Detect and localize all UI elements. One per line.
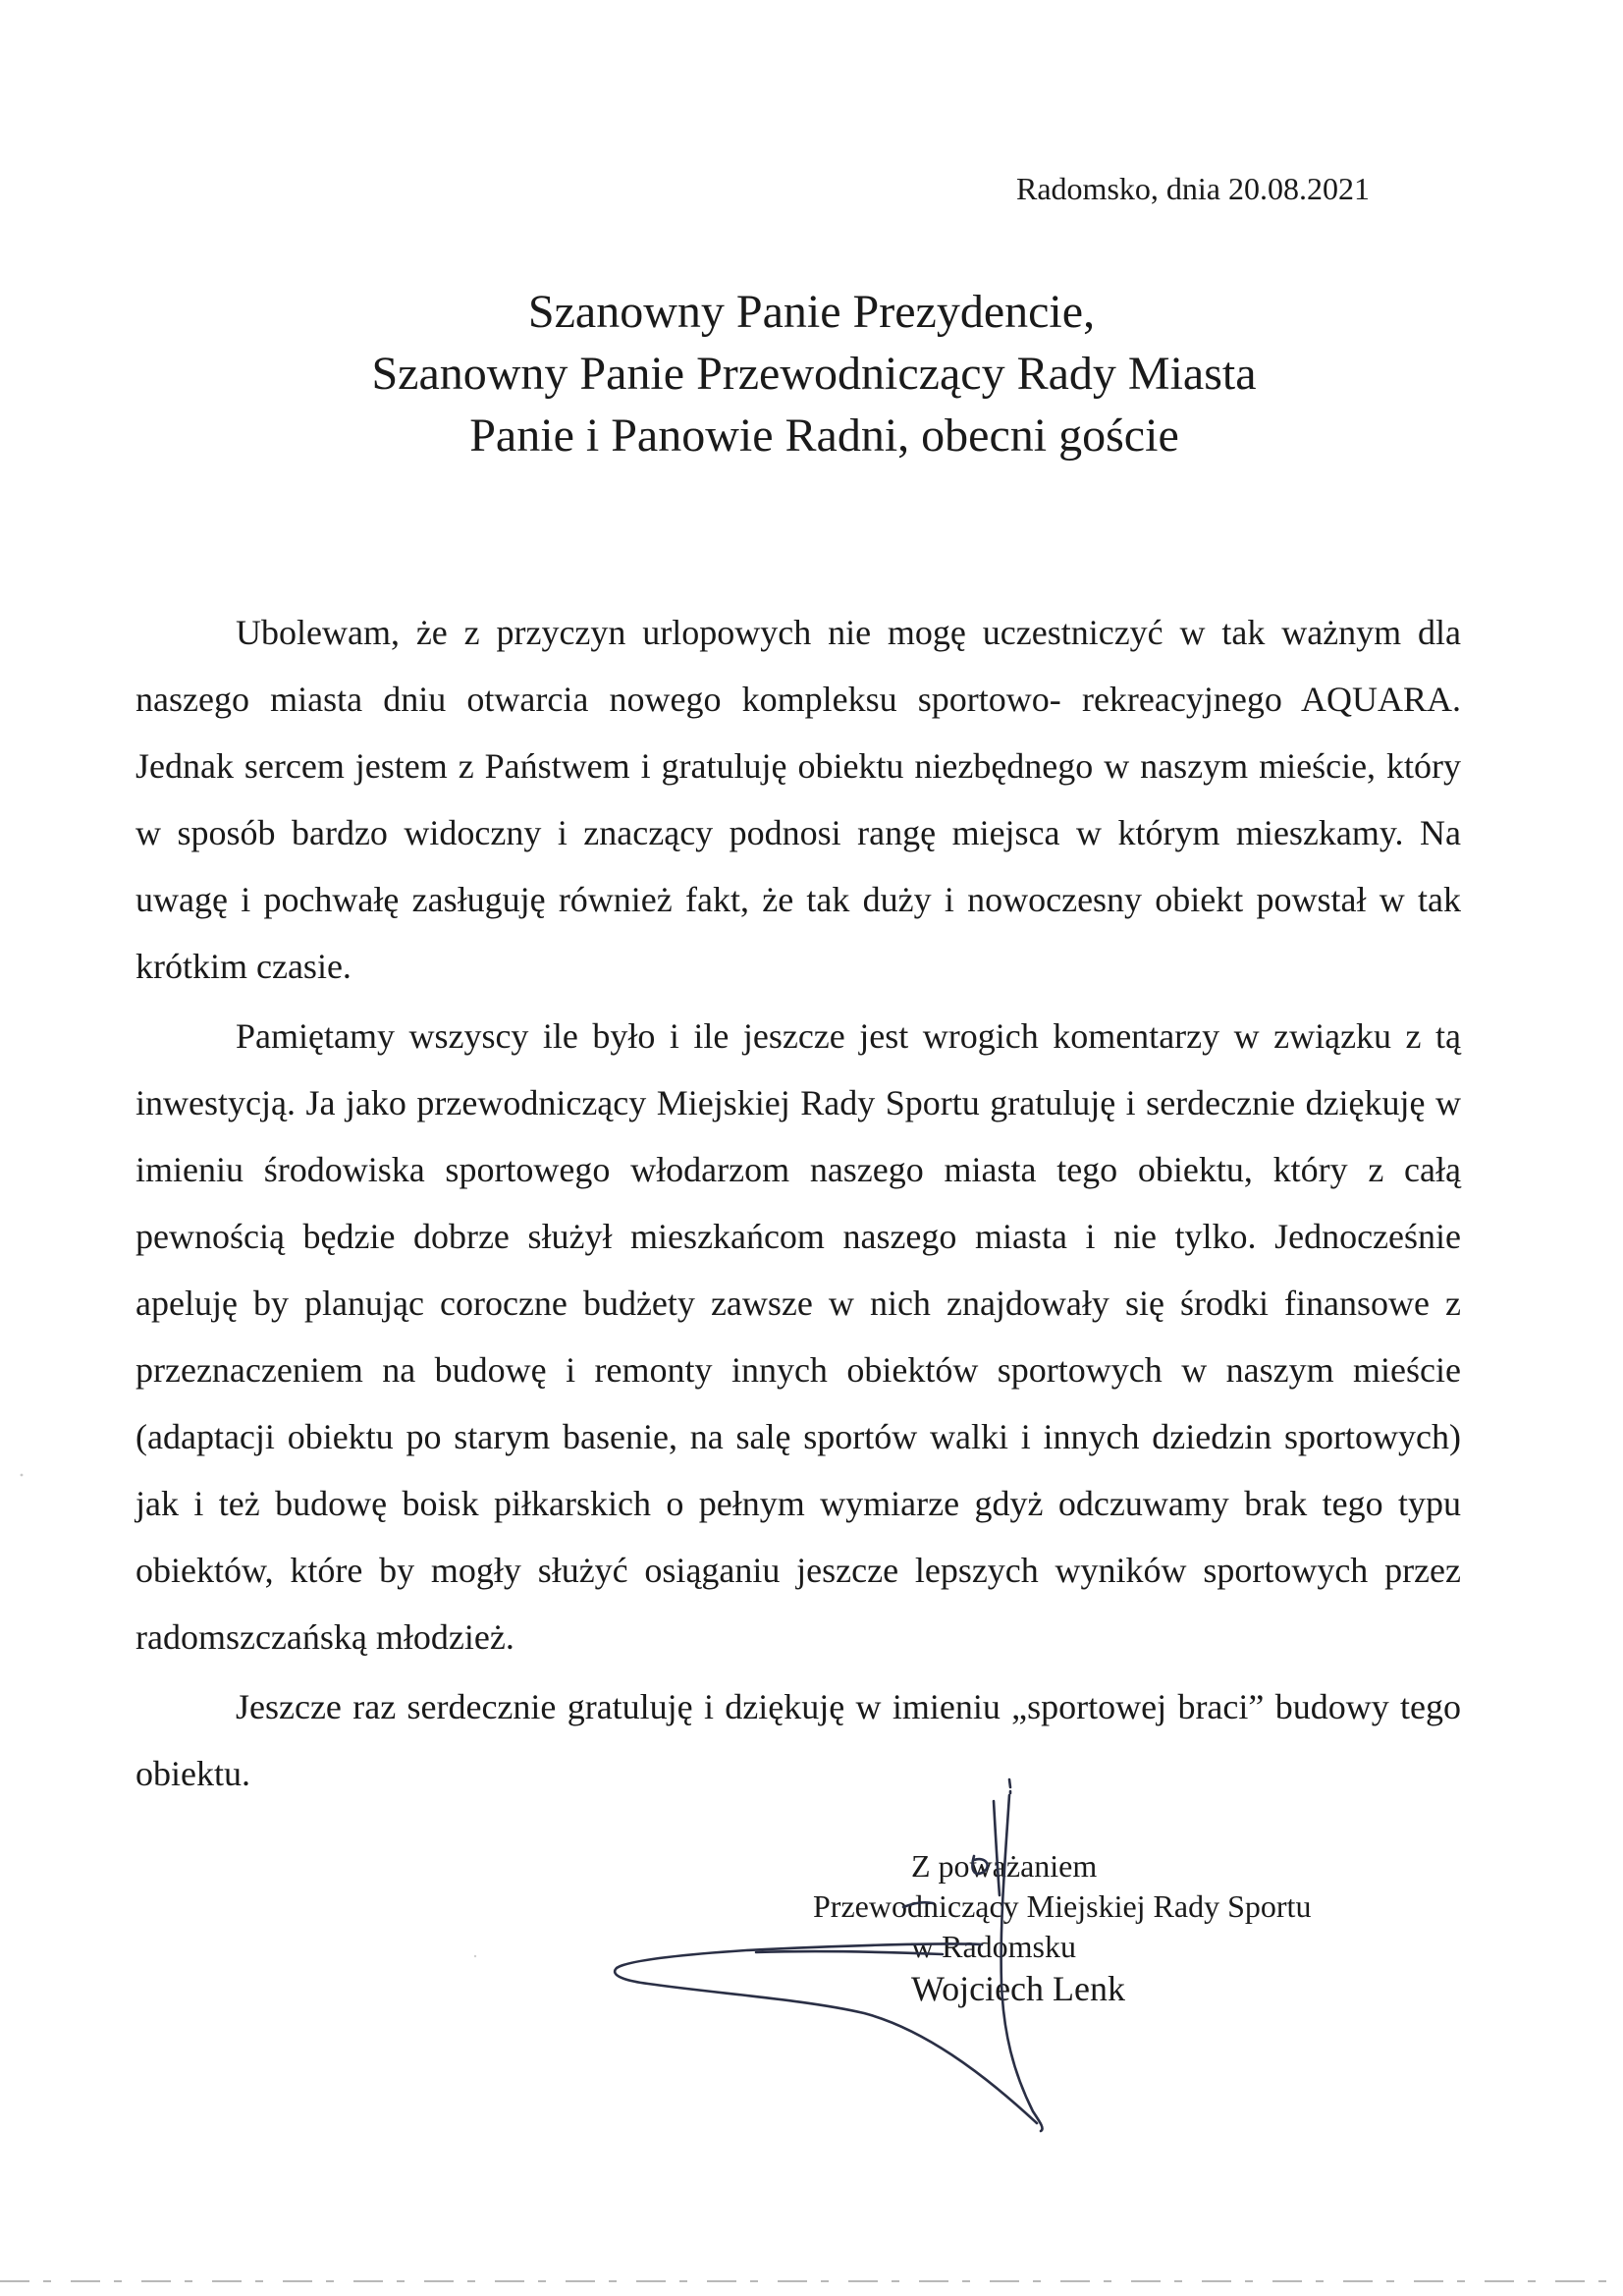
place-and-date: Radomsko, dnia 20.08.2021 [1016,171,1370,206]
signatory-title: Przewodniczący Miejskiej Rady Sportu [813,1888,1312,1924]
signature-stroke [615,1943,1037,2123]
signature-stroke [903,1902,933,1907]
signature-stroke [994,1801,1000,1895]
scan-edge-artifact [0,2278,1623,2284]
scan-speck [473,1954,477,1958]
handwritten-signature [609,1777,1100,2151]
letter-body [135,599,1461,1807]
scan-speck [20,1473,24,1477]
signatory-name: Wojciech Lenk [911,1969,1126,2008]
signature-stroke [972,1856,987,1874]
signature-stroke [1001,1795,1043,2131]
body-paragraph: Pamiętamy wszyscy ile było i ile jeszcze jest wrogich komentarzy w związku z tą inwestycją. Ja jako przewodniczący Miejskiej Rady Sportu gratuluję i serdecznie dziękuję w imieniu środowiska sportowego włodarzom naszego miasta tego obiektu, który z całą pewnością będzie dobrze służył mieszkańcom naszego miasta i nie tylko. Jednocześnie apeluję by planując coroczne budżety zawsze w nich znajdowały się środki finansowe z przeznaczeniem na budowę i remonty innych obiektów sportowych w naszym mieście (adaptacji obiektu po starym basenie, na salę sportów walki i innych dziedzin sportowych) jak i też budowę boisk piłkarskich o pełnym wymiarze gdyż odczuwamy brak tego typu obiektów, które by mogły służyć osiąganiu jeszcze lepszych wyników sportowych przez radomszczańską młodzież. [135,1016,1461,1657]
closing-regards: Z poważaniem [911,1848,1098,1884]
salutation-line: Panie i Panowie Radni, obecni goście [469,410,1179,462]
signature-stroke [1009,1779,1010,1793]
body-paragraph: Ubolewam, że z przyczyn urlopowych nie mogę uczestniczyć w tak ważnym dla naszego miasta dniu otwarcia nowego kompleksu sportowo- rekreacyjnego AQUARA. Jednak sercem jestem z Państwem i gratuluję obiektu niezbędnego w naszym mieście, który w sposób bardzo widoczny i znaczący podnosi rangę miejsca w którym mieszkamy. Na uwagę i pochwałę zasługuję również fakt, że tak duży i nowoczesny obiekt powstał w tak krótkim czasie. [135,613,1461,986]
salutation-line: Szanowny Panie Przewodniczący Rady Miasta [371,348,1257,400]
body-paragraph: Jeszcze raz serdecznie gratuluję i dziękuję w imieniu „sportowej braci” budowy tego obiektu. [135,1687,1461,1793]
salutation-block [0,281,1623,466]
signature-stroke [756,1951,943,1954]
salutation-line: Szanowny Panie Prezydencie, [527,286,1096,338]
signatory-location: w Radomsku [911,1929,1076,1964]
